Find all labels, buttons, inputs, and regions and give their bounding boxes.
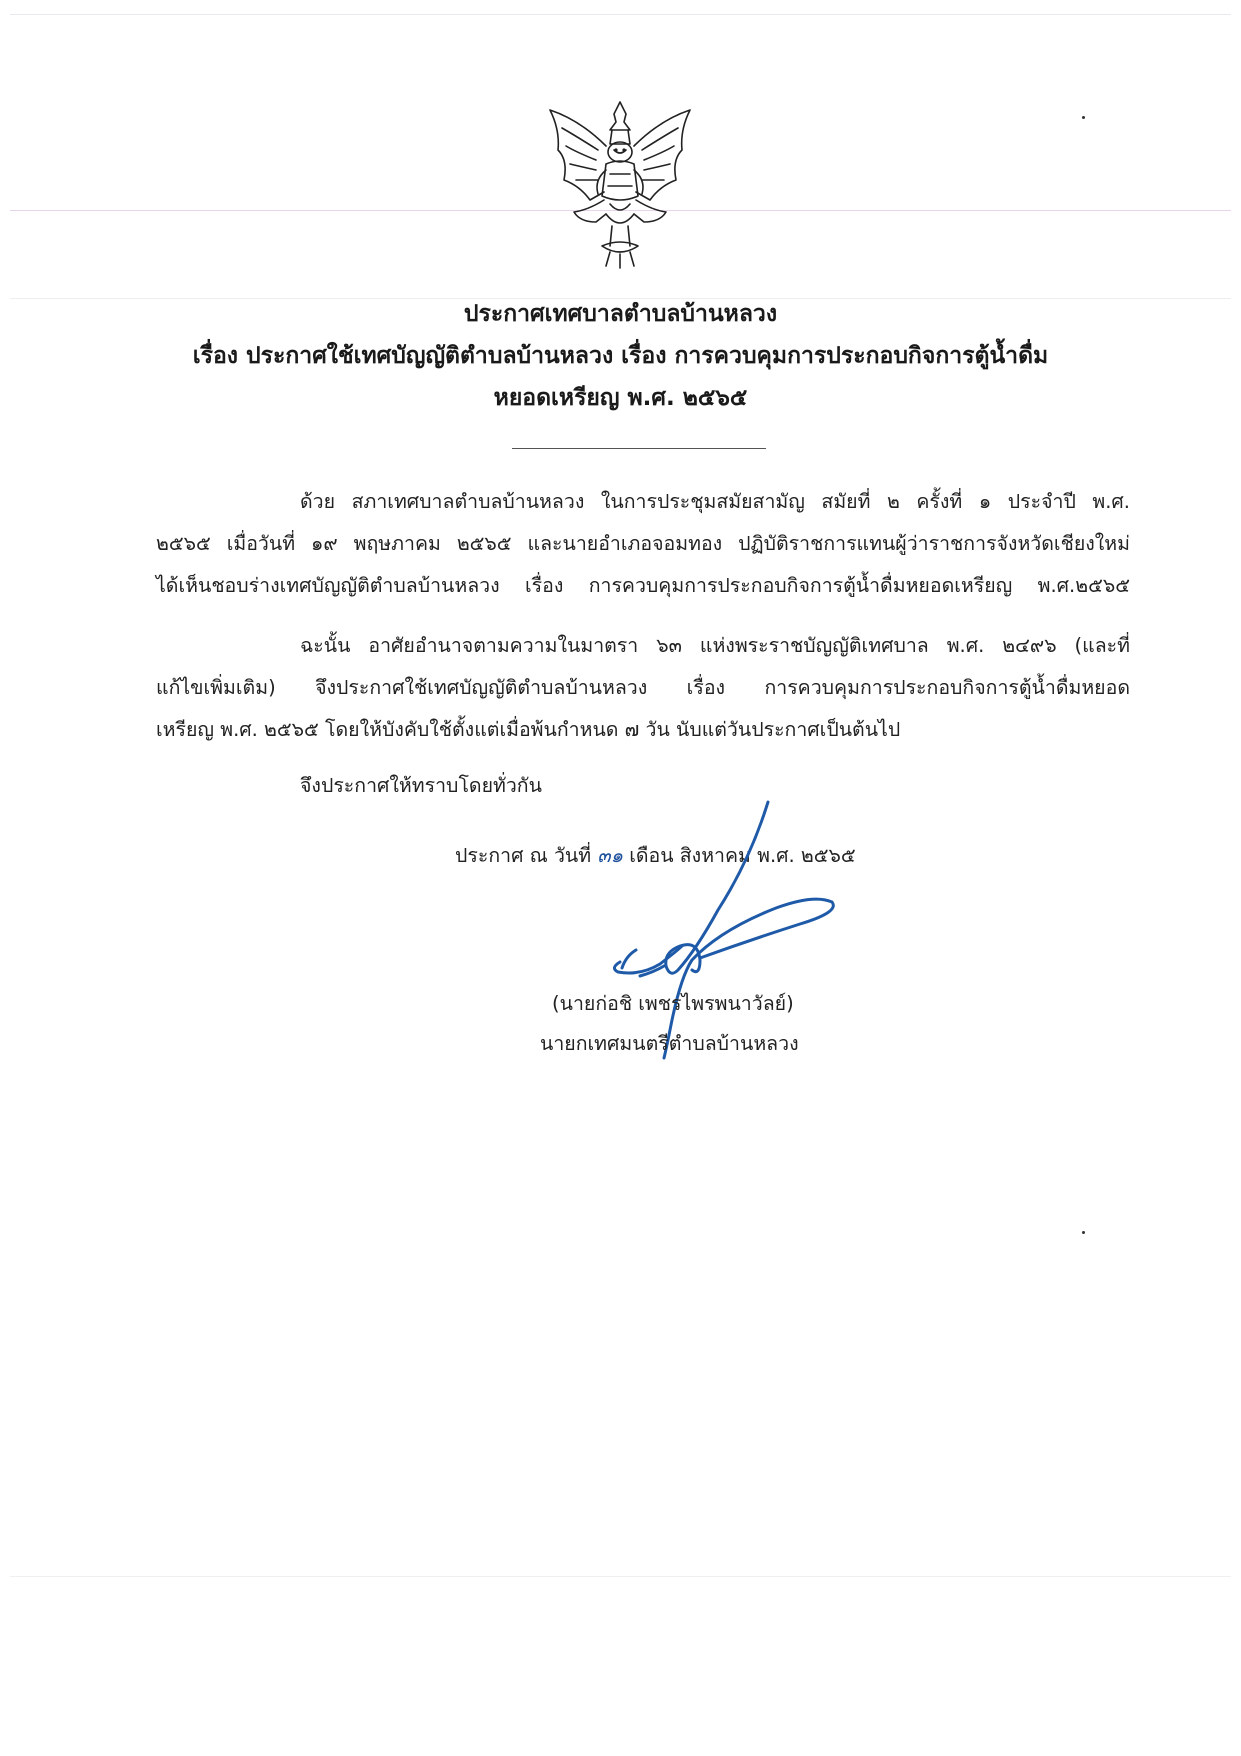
signatory-position: นายกเทศมนตรีตำบลบ้านหลวง bbox=[540, 1032, 799, 1055]
paragraph-line: ฉะนั้น อาศัยอำนาจตามความในมาตรา ๖๓ แห่งพระราชบัญญัติเทศบาล พ.ศ. ๒๔๙๖ (และที่ bbox=[300, 634, 1130, 657]
paragraph-line: ๒๕๖๕ เมื่อวันที่ ๑๙ พฤษภาคม ๒๕๖๕ และนายอำเภอจอมทอง ปฏิบัติราชการแทนผู้ว่าราชการจังหวัดเชียงใหม่ bbox=[156, 532, 1130, 555]
paragraph-line: แก้ไขเพิ่มเติม) จึงประกาศใช้เทศบัญญัติตำบลบ้านหลวง เรื่อง การควบคุมการประกอบกิจการตู้น้ำดื่มหยอด bbox=[156, 676, 1130, 699]
paragraph-line: เหรียญ พ.ศ. ๒๕๖๕ โดยให้บังคับใช้ตั้งแต่เมื่อพ้นกำหนด ๗ วัน นับแต่วันประกาศเป็นต้นไป bbox=[156, 718, 901, 741]
title-divider bbox=[512, 448, 766, 449]
date-prefix: ประกาศ ณ วันที่ bbox=[455, 844, 598, 867]
document-title: ประกาศเทศบาลตำบลบ้านหลวง bbox=[463, 301, 778, 327]
handwritten-signature bbox=[600, 800, 860, 1060]
scan-speck bbox=[1082, 116, 1085, 119]
paragraph-line: ได้เห็นชอบร่างเทศบัญญัติตำบลบ้านหลวง เรื่อง การควบคุมการประกอบกิจการตู้น้ำดื่มหยอดเหรียญ พ.ศ.๒๕๖๕ bbox=[156, 574, 1130, 597]
document-subject-cont: หยอดเหรียญ พ.ศ. ๒๕๖๕ bbox=[493, 385, 748, 411]
scan-speck bbox=[1082, 1231, 1085, 1234]
scan-artifact-line bbox=[10, 14, 1231, 15]
closing-line: จึงประกาศให้ทราบโดยทั่วกัน bbox=[300, 774, 542, 797]
signatory-name: (นายก่อชิ เพชรไพรพนาวัลย์) bbox=[552, 992, 794, 1015]
date-day: ๓๑ bbox=[597, 844, 623, 867]
scan-artifact-line bbox=[10, 1576, 1231, 1577]
garuda-emblem-icon bbox=[540, 100, 700, 270]
document-subject: เรื่อง ประกาศใช้เทศบัญญัติตำบลบ้านหลวง เรื่อง การควบคุมการประกอบกิจการตู้น้ำดื่ม bbox=[192, 343, 1049, 369]
date-suffix: เดือน สิงหาคม พ.ศ. ๒๕๖๕ bbox=[623, 844, 856, 867]
paragraph-line: ด้วย สภาเทศบาลตำบลบ้านหลวง ในการประชุมสมัยสามัญ สมัยที่ ๒ ครั้งที่ ๑ ประจำปี พ.ศ. bbox=[300, 490, 1130, 513]
